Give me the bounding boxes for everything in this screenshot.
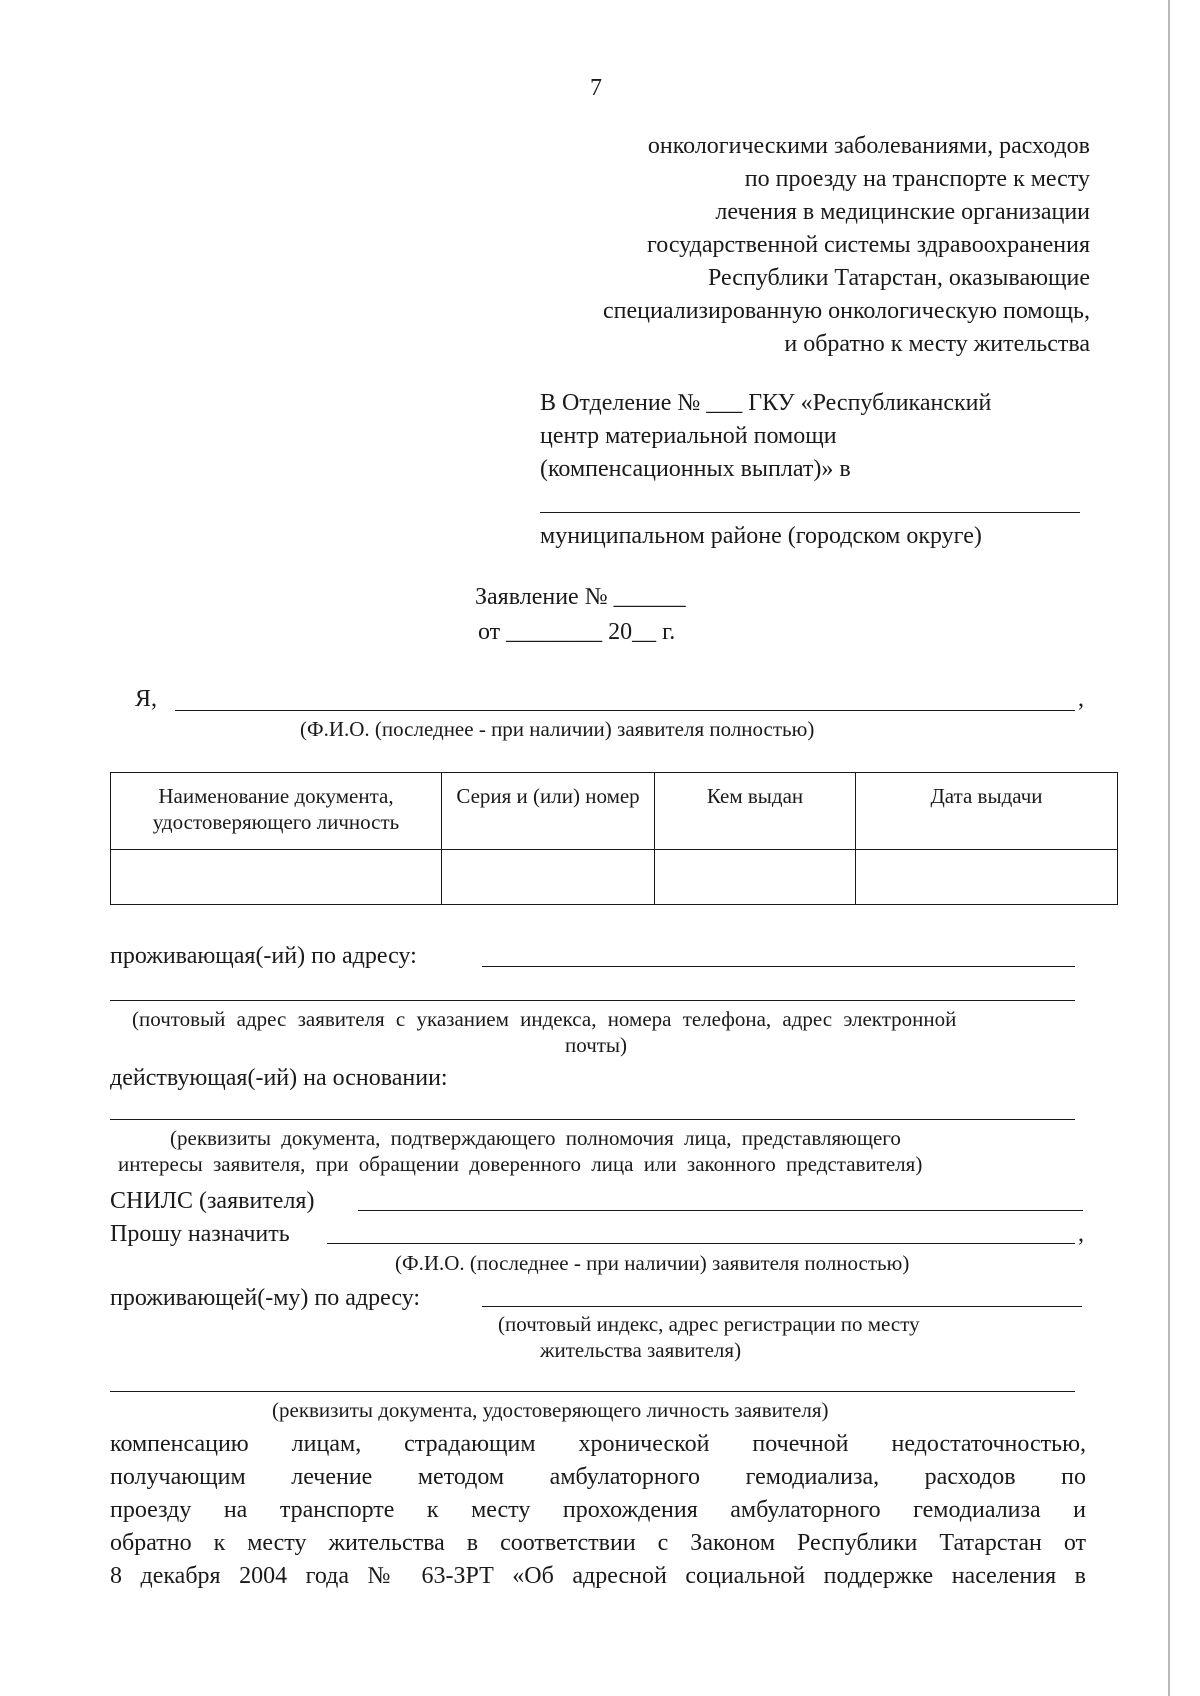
- header-line-5: Республики Татарстан, оказывающие: [708, 265, 1090, 291]
- basis-caption-2: интересы заявителя, при обращении доверенного лица или законного представителя): [118, 1152, 923, 1176]
- request-label: Прошу назначить: [110, 1221, 290, 1247]
- fio-blank-line[interactable]: [175, 710, 1075, 711]
- scan-edge-line: [1168, 0, 1170, 1696]
- table-cell-issued-by[interactable]: [655, 850, 856, 905]
- recipient-address-caption-2: жительства заявителя): [540, 1338, 742, 1362]
- snils-label: СНИЛС (заявителя): [110, 1188, 315, 1214]
- request-caption: (Ф.И.О. (последнее - при наличии) заявителя полностью): [395, 1251, 910, 1275]
- body-line-3: проезду на транспорте к месту прохождения амбулаторного гемодиализа и: [110, 1497, 1086, 1523]
- i-label: Я,: [135, 686, 158, 712]
- page-number: 7: [590, 75, 602, 101]
- address-blank-line-1[interactable]: [482, 966, 1075, 967]
- table-cell-document-name[interactable]: [111, 850, 442, 905]
- address-label: проживающая(-ий) по адресу:: [110, 943, 417, 969]
- header-line-6: специализированную онкологическую помощь,: [603, 298, 1090, 324]
- table-header-series-number: Серия и (или) номер: [442, 773, 655, 850]
- header-line-3: лечения в медицинские организации: [715, 199, 1090, 225]
- basis-caption-1: (реквизиты документа, подтверждающего полномочия лица, представляющего: [170, 1126, 901, 1150]
- body-line-4: обратно к месту жительства в соответствии с Законом Республики Татарстан от: [110, 1530, 1086, 1556]
- snils-blank-line[interactable]: [358, 1210, 1083, 1211]
- body-line-5: 8 декабря 2004 года № 63-ЗРТ «Об адресной социальной поддержке населения в: [110, 1563, 1086, 1589]
- address-caption-2: почты): [565, 1033, 628, 1057]
- table-cell-issue-date[interactable]: [856, 850, 1118, 905]
- table-cell-series-number[interactable]: [442, 850, 655, 905]
- fio-caption: (Ф.И.О. (последнее - при наличии) заявителя полностью): [300, 717, 815, 741]
- header-line-2: по проезду на транспорте к месту: [744, 166, 1090, 192]
- application-date: от ________ 20__ г.: [478, 619, 676, 645]
- recipient-address-blank-line[interactable]: [482, 1306, 1082, 1307]
- fio-comma: ,: [1078, 686, 1084, 712]
- addressee-line-4: муниципальном районе (городском округе): [540, 523, 982, 549]
- body-line-2: получающим лечение методом амбулаторного гемодиализа, расходов по: [110, 1464, 1086, 1490]
- request-blank-line[interactable]: [327, 1243, 1075, 1244]
- table-header-issue-date: Дата выдачи: [856, 773, 1118, 850]
- header-line-4: государственной системы здравоохранения: [646, 232, 1090, 258]
- header-line-1: онкологическими заболеваниями, расходов: [647, 133, 1090, 159]
- addressee-line-2: центр материальной помощи: [540, 423, 837, 449]
- header-line-7: и обратно к месту жительства: [784, 331, 1090, 357]
- application-number: Заявление № ______: [475, 584, 686, 610]
- addressee-line-1: В Отделение № ___ ГКУ «Республиканский: [540, 390, 992, 416]
- addressee-line-3: (компенсационных выплат)» в: [540, 456, 851, 482]
- recipient-address-label: проживающей(-му) по адресу:: [110, 1285, 421, 1311]
- addressee-blank-line: [540, 512, 1080, 513]
- id-doc-blank-line[interactable]: [110, 1391, 1075, 1392]
- table-header-issued-by: Кем выдан: [655, 773, 856, 850]
- identity-document-table: [110, 772, 1118, 905]
- basis-blank-line[interactable]: [110, 1119, 1075, 1120]
- request-comma: ,: [1078, 1221, 1084, 1247]
- basis-label: действующая(-ий) на основании:: [110, 1065, 448, 1091]
- id-doc-caption: (реквизиты документа, удостоверяющего личность заявителя): [272, 1398, 829, 1422]
- address-blank-line-2[interactable]: [110, 1000, 1075, 1001]
- table-header-document-name: Наименование документа, удостоверяющего личность: [111, 773, 442, 850]
- address-caption-1: (почтовый адрес заявителя с указанием индекса, номера телефона, адрес электронной: [132, 1007, 957, 1031]
- recipient-address-caption-1: (почтовый индекс, адрес регистрации по месту: [498, 1312, 920, 1336]
- body-line-1: компенсацию лицам, страдающим хронической почечной недостаточностью,: [110, 1431, 1086, 1457]
